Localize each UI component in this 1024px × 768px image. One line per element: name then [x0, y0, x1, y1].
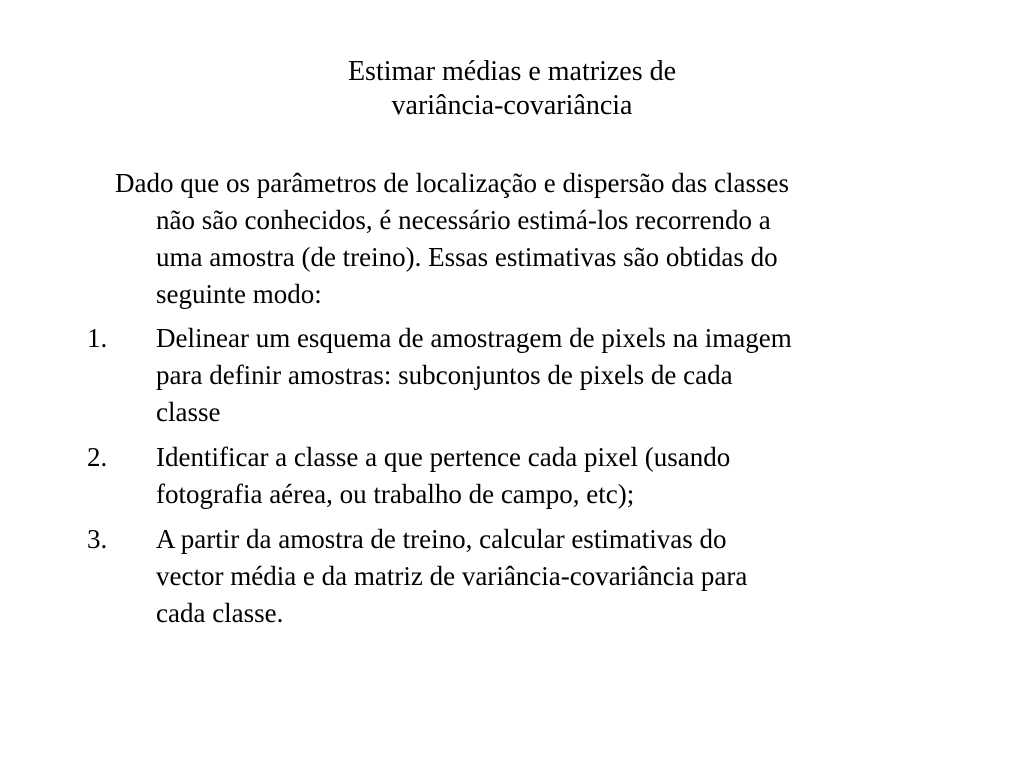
- list-item-line: Identificar a classe a que pertence cada pixel (usando: [156, 442, 731, 472]
- list-item-line: cada classe.: [156, 598, 284, 628]
- intro-line-1: Dado que os parâmetros de localização e dispersão das classes: [115, 168, 789, 198]
- slide-title-line-2: variância-covariância: [391, 90, 633, 121]
- list-item-text: [156, 521, 976, 632]
- list-item-number: 2.: [87, 442, 108, 472]
- list-item-line: classe: [156, 397, 221, 427]
- slide-title: [0, 55, 1024, 123]
- list-item-text: [156, 439, 976, 513]
- intro-paragraph: [115, 165, 975, 313]
- list-item-line: para definir amostras: subconjuntos de pixels de cada: [156, 360, 733, 390]
- list-item-line: fotografia aérea, ou trabalho de campo, etc);: [156, 479, 635, 509]
- intro-line-3: uma amostra (de treino). Essas estimativas são obtidas do: [156, 242, 778, 272]
- intro-line-4: seguinte modo:: [156, 279, 322, 309]
- list-item-line: Delinear um esquema de amostragem de pixels na imagem: [156, 323, 792, 353]
- list-item-text: [156, 320, 976, 431]
- intro-line-2: não são conhecidos, é necessário estimá-los recorrendo a: [156, 205, 771, 235]
- slide-title-line-1: Estimar médias e matrizes de: [347, 56, 677, 87]
- list-item-line: vector média e da matriz de variância-covariância para: [156, 561, 748, 591]
- list-item-number: 3.: [87, 524, 108, 554]
- list-item-number: 1.: [87, 323, 108, 353]
- list-item-line: A partir da amostra de treino, calcular estimativas do: [156, 524, 727, 554]
